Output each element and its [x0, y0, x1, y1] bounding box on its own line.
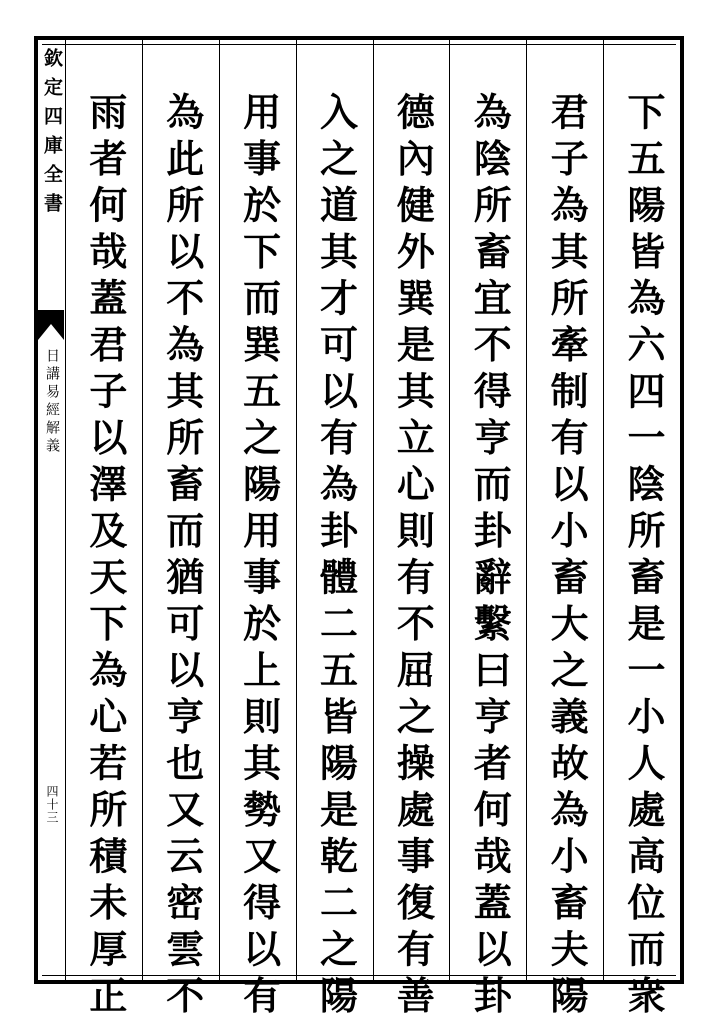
margin-strip — [38, 40, 66, 980]
book-title: 欽定四庫全書 — [41, 48, 63, 222]
text-columns — [66, 40, 680, 1022]
column-text: 雨者何哉蓋君子以澤及天下為心若所積未厚正 — [82, 92, 128, 1022]
volume-title: 日講易經解義 — [44, 348, 60, 456]
text-column-2 — [526, 40, 603, 1022]
column-text: 德內健外巽是其立心則有不屈之操處事復有善 — [390, 92, 436, 1022]
fish-tail-mark-icon — [38, 310, 64, 340]
column-text: 為此所以不為其所畜而猶可以亨也又云密雲不 — [159, 92, 205, 1022]
page-frame — [34, 36, 684, 1022]
page-number: 四十三 — [45, 785, 59, 824]
text-column-5 — [296, 40, 373, 1022]
text-column-1 — [603, 40, 680, 1022]
column-text: 入之道其才可以有為卦體二五皆陽是乾二之陽 — [313, 92, 359, 1022]
text-column-7 — [142, 40, 219, 1022]
text-column-4 — [373, 40, 450, 1022]
text-column-3 — [449, 40, 526, 1022]
text-column-6 — [219, 40, 296, 1022]
column-text: 下五陽皆為六四一陰所畜是一小人處高位而衆 — [621, 92, 666, 1022]
text-column-8 — [66, 40, 142, 1022]
column-text: 君子為其所牽制有以小畜大之義故為小畜夫陽 — [544, 92, 590, 1022]
column-text: 用事於下而巽五之陽用事於上則其勢又得以有 — [236, 92, 282, 1022]
column-text: 為陰所畜宜不得亨而卦辭繫曰亨者何哉蓋以卦 — [467, 92, 513, 1022]
